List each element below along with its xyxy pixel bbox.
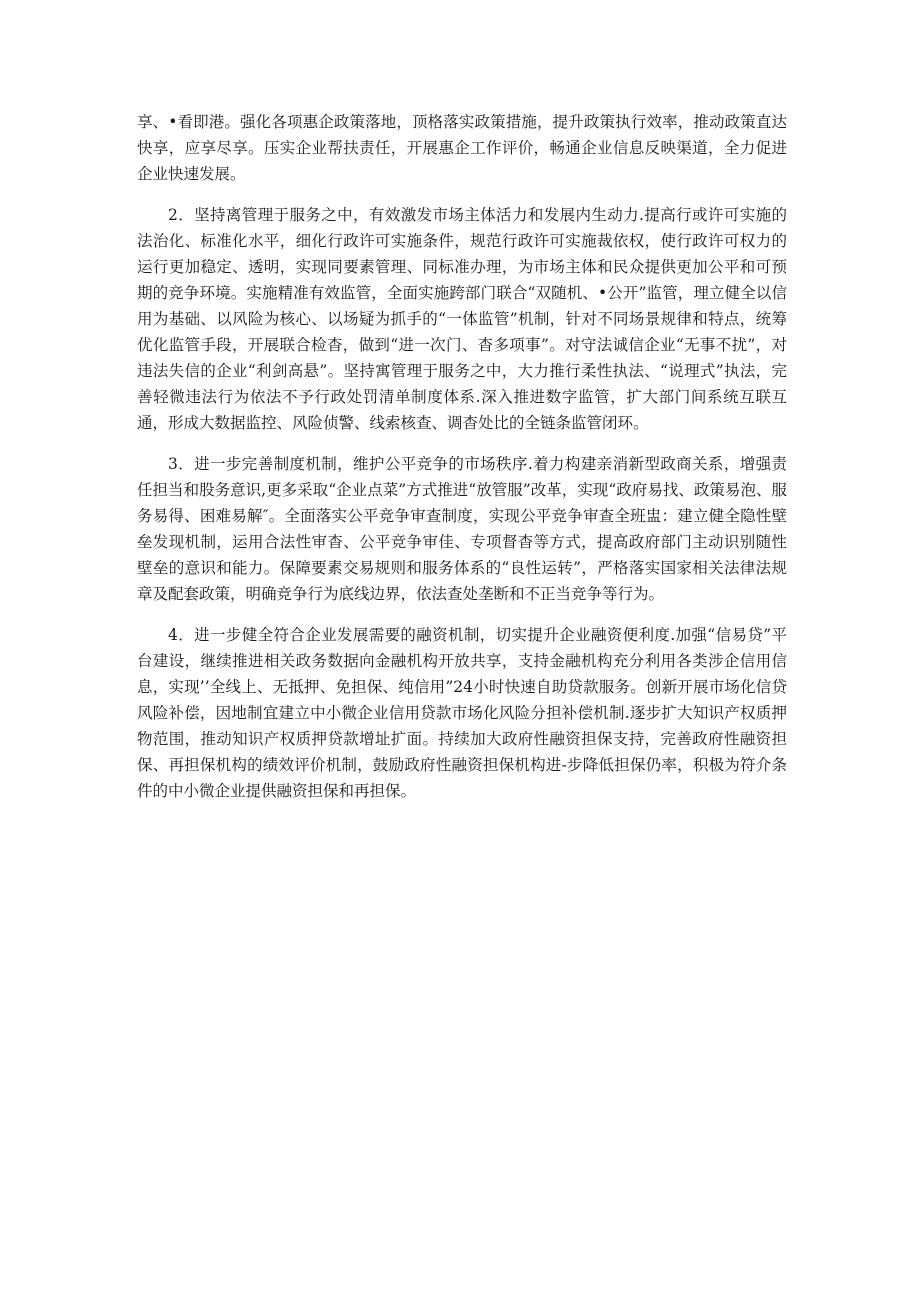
paragraph-item-2: 2．坚持离管理于服务之中，有效激发市场主体活力和发展内生动力.提高行或许可实施的法治化、标准化水平，细化行政许可实施条件，规范行政许可实施裁依权，使行政许可权力的运行更加稳定、透明，实现同要素管理、同标准办理，为市场主体和民众提供更加公平和可预期的竞争环境。实施精准有效监管，全面实施跨部门联合“双随机、•公开”监管，理立健全以信用为基础、以风险为核心、以场疑为抓手的“一体监管”机制，针对不同场景规律和特点，统筹优化监管手段，开展联合检杳，做到“进一次门、杳多项事”。对守法诚信企业“无事不扰”，对违法失信的企业“利剑高悬”。坚持寓管理于服务之中，大力推行柔性执法、“说理式”执法，完善轻微违法行为依法不予行政处罚清单制度体系.深入推进数字监管，扩大部门间系统互联互通，形成大数据监控、风险侦警、线索核查、调杳处比的全链条监管闭环。 <box>137 206 787 432</box>
paragraph-continuation: 享、•看即港。强化各项惠企政策落地，顶格落实政策措施，提升政策执行效率，推动政策直达快享，应享尽享。压实企业帮扶责任，开展惠企工作评价，畅通企业信息反映渠道，全力促进企业快速发展。 <box>137 113 787 183</box>
document-body <box>137 109 787 819</box>
paragraph-item-3: 3．进一步完善制度机制，维护公平竞争的市场秩序.着力构建亲消新型政商关系，增强责任担当和股务意识,更多采取“企业点菜”方式推进“放管服”改革，实现“政府易找、政策易泡、服务易得、困难易解″。全面落实公平竞争审查制度，实现公平竞争审查全班盅：建立健全隐性壁垒发现机制，运用合法性审杳、公平竞争审佳、专项督杳等方式，提高政府部门主动识别随性壁垒的意识和能力。保障要素交易规则和服务体系的“良性运转”，严格落实国家相关法律法规章及配套政策，明确竞争行为底线边界，依法查处垄断和不正当竞争等行为。 <box>137 455 787 603</box>
paragraph-item-4: 4．进一步健全符合企业发展需要的融资机制，切实提升企业融资便利度.加强“信易贷”平台建设，继续推进相关政务数据向金融机构开放共享，支持金融机构充分利用各类涉企信用信息，实现’’全线上、无抵押、免担保、纯信用”24小时快速自助贷款服务。创新开展市场化信贷风险补偿，因地制宜建立中小微企业信用贷款市场化风险分担补偿机制.逐步扩大知识产权质押物范围，推动知识产权质押贷款增址扩面。持续加大政府性融资担保支持，完善政府性融资担保、再担保机构的绩效评价机制，鼓励政府性融资担保机构进-步降低担保仍率，积极为符介条件的中小微企业提供融资担保和再担保。 <box>137 626 787 800</box>
